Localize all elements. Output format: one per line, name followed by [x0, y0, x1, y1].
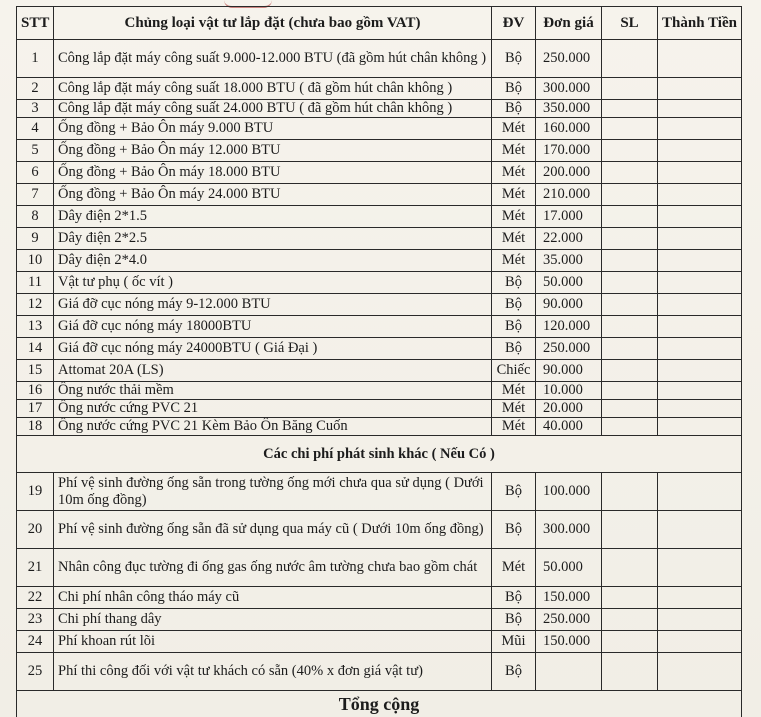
row-qty[interactable] [602, 338, 658, 360]
row-desc: Phí vệ sinh đường ống sẵn trong tường ống mới chưa qua sử dụng ( Dưới 10m ống đồng) [54, 473, 492, 511]
row-desc: Giá đỡ cục nóng máy 18000BTU [54, 316, 492, 338]
row-total [658, 206, 742, 228]
row-stt: 13 [17, 316, 54, 338]
row-price: 50.000 [536, 549, 602, 587]
row-desc: Phí thi công đối với vật tư khách có sẵn (40% x đơn giá vật tư) [54, 653, 492, 691]
row-total [658, 250, 742, 272]
row-qty[interactable] [602, 40, 658, 78]
header-stt: STT [17, 7, 54, 40]
row-stt: 11 [17, 272, 54, 294]
row-total [658, 100, 742, 118]
row-total [658, 118, 742, 140]
row-qty[interactable] [602, 511, 658, 549]
row-price: 150.000 [536, 631, 602, 653]
table-row [17, 511, 742, 549]
row-qty[interactable] [602, 382, 658, 400]
row-total [658, 360, 742, 382]
row-qty[interactable] [602, 587, 658, 609]
row-price: 350.000 [536, 100, 602, 118]
row-price: 22.000 [536, 228, 602, 250]
row-desc: Công lắp đặt máy công suất 24.000 BTU ( đã gồm hút chân không ) [54, 100, 492, 118]
table-row [17, 473, 742, 511]
row-desc: Ống đồng + Bảo Ôn máy 18.000 BTU [54, 162, 492, 184]
row-unit: Bộ [492, 609, 536, 631]
row-stt: 15 [17, 360, 54, 382]
row-qty[interactable] [602, 184, 658, 206]
table-row [17, 360, 742, 382]
header-unit: ĐV [492, 7, 536, 40]
row-total [658, 631, 742, 653]
table-row [17, 609, 742, 631]
row-total [658, 40, 742, 78]
price-table [16, 6, 742, 717]
row-total [658, 162, 742, 184]
row-price: 100.000 [536, 473, 602, 511]
total-label: Tổng cộng [17, 691, 742, 717]
row-desc: Giá đỡ cục nóng máy 9-12.000 BTU [54, 294, 492, 316]
row-qty[interactable] [602, 609, 658, 631]
row-desc: Ống đồng + Bảo Ôn máy 24.000 BTU [54, 184, 492, 206]
row-total [658, 78, 742, 100]
row-desc: Giá đỡ cục nóng máy 24000BTU ( Giá Đại ) [54, 338, 492, 360]
row-price: 250.000 [536, 338, 602, 360]
table-row [17, 631, 742, 653]
row-desc: Dây điện 2*4.0 [54, 250, 492, 272]
row-unit: Mét [492, 549, 536, 587]
table-row [17, 400, 742, 418]
row-stt: 19 [17, 473, 54, 511]
row-desc: Dây điện 2*1.5 [54, 206, 492, 228]
table-row [17, 100, 742, 118]
row-stt: 10 [17, 250, 54, 272]
row-stt: 23 [17, 609, 54, 631]
header-price: Đơn giá [536, 7, 602, 40]
row-stt: 18 [17, 418, 54, 436]
header-qty: SL [602, 7, 658, 40]
table-row [17, 338, 742, 360]
row-total [658, 609, 742, 631]
table-row [17, 140, 742, 162]
row-unit: Mũi [492, 631, 536, 653]
table-row [17, 382, 742, 400]
row-unit: Mét [492, 140, 536, 162]
table-row [17, 294, 742, 316]
table-row [17, 184, 742, 206]
row-unit: Mét [492, 184, 536, 206]
row-price: 150.000 [536, 587, 602, 609]
row-desc: Phí vệ sinh đường ống sẵn đã sử dụng qua máy cũ ( Dưới 10m ống đồng) [54, 511, 492, 549]
row-stt: 7 [17, 184, 54, 206]
row-price: 250.000 [536, 609, 602, 631]
row-desc: Ống đồng + Bảo Ôn máy 12.000 BTU [54, 140, 492, 162]
row-total [658, 272, 742, 294]
row-stt: 4 [17, 118, 54, 140]
row-price: 210.000 [536, 184, 602, 206]
table-row [17, 78, 742, 100]
table-row [17, 418, 742, 436]
row-qty[interactable] [602, 653, 658, 691]
row-unit: Bộ [492, 294, 536, 316]
row-unit: Bộ [492, 653, 536, 691]
table-row [17, 250, 742, 272]
row-unit: Mét [492, 206, 536, 228]
row-total [658, 294, 742, 316]
row-unit: Mét [492, 162, 536, 184]
row-total [658, 338, 742, 360]
row-qty[interactable] [602, 206, 658, 228]
row-desc: Công lắp đặt máy công suất 18.000 BTU ( đã gồm hút chân không ) [54, 78, 492, 100]
header-total: Thành Tiền [658, 7, 742, 40]
row-stt: 8 [17, 206, 54, 228]
row-qty[interactable] [602, 400, 658, 418]
row-qty[interactable] [602, 118, 658, 140]
row-price: 50.000 [536, 272, 602, 294]
row-total [658, 316, 742, 338]
row-stt: 5 [17, 140, 54, 162]
row-desc: Dây điện 2*2.5 [54, 228, 492, 250]
row-qty[interactable] [602, 549, 658, 587]
row-unit: Bộ [492, 78, 536, 100]
row-unit: Mét [492, 250, 536, 272]
table-row [17, 587, 742, 609]
row-qty[interactable] [602, 294, 658, 316]
row-unit: Bộ [492, 316, 536, 338]
row-unit: Mét [492, 418, 536, 436]
row-unit: Mét [492, 118, 536, 140]
row-desc: Phí khoan rút lõi [54, 631, 492, 653]
row-qty[interactable] [602, 228, 658, 250]
row-qty[interactable] [602, 418, 658, 436]
row-stt: 2 [17, 78, 54, 100]
row-total [658, 473, 742, 511]
row-stt: 17 [17, 400, 54, 418]
row-total [658, 400, 742, 418]
row-unit: Bộ [492, 338, 536, 360]
row-unit: Bộ [492, 587, 536, 609]
table-row [17, 118, 742, 140]
row-unit: Mét [492, 382, 536, 400]
table-row [17, 40, 742, 78]
row-unit: Bộ [492, 100, 536, 118]
row-price: 90.000 [536, 294, 602, 316]
row-qty[interactable] [602, 360, 658, 382]
row-price: 17.000 [536, 206, 602, 228]
row-unit: Mét [492, 400, 536, 418]
row-desc: Vật tư phụ ( ốc vít ) [54, 272, 492, 294]
table-row [17, 316, 742, 338]
row-qty[interactable] [602, 316, 658, 338]
row-total [658, 511, 742, 549]
row-stt: 6 [17, 162, 54, 184]
row-stt: 22 [17, 587, 54, 609]
row-qty[interactable] [602, 272, 658, 294]
row-desc: Nhân công đục tường đi ống gas ống nước âm tường chưa bao gồm chát [54, 549, 492, 587]
table-row [17, 549, 742, 587]
table-row [17, 228, 742, 250]
row-price: 20.000 [536, 400, 602, 418]
row-desc: Chi phí thang dây [54, 609, 492, 631]
table-row [17, 653, 742, 691]
row-stt: 1 [17, 40, 54, 78]
row-total [658, 184, 742, 206]
row-stt: 20 [17, 511, 54, 549]
row-price: 90.000 [536, 360, 602, 382]
row-qty[interactable] [602, 78, 658, 100]
row-unit: Bộ [492, 511, 536, 549]
row-total [658, 382, 742, 400]
row-price: 10.000 [536, 382, 602, 400]
row-price: 300.000 [536, 78, 602, 100]
row-price: 120.000 [536, 316, 602, 338]
row-total [658, 549, 742, 587]
section-row [17, 436, 742, 473]
row-unit: Chiếc [492, 360, 536, 382]
row-qty[interactable] [602, 162, 658, 184]
row-desc: Chi phí nhân công tháo máy cũ [54, 587, 492, 609]
row-stt: 9 [17, 228, 54, 250]
row-desc: Công lắp đặt máy công suất 9.000-12.000 BTU (đã gồm hút chân không ) [54, 40, 492, 78]
row-stt: 24 [17, 631, 54, 653]
row-total [658, 418, 742, 436]
row-unit: Bộ [492, 272, 536, 294]
row-stt: 21 [17, 549, 54, 587]
row-price: 170.000 [536, 140, 602, 162]
section-title: Các chi phí phát sinh khác ( Nếu Có ) [17, 436, 742, 473]
row-total [658, 587, 742, 609]
table-row [17, 272, 742, 294]
row-stt: 25 [17, 653, 54, 691]
row-stt: 16 [17, 382, 54, 400]
row-desc: Attomat 20A (LS) [54, 360, 492, 382]
row-desc: Ống nước cứng PVC 21 [54, 400, 492, 418]
row-stt: 14 [17, 338, 54, 360]
row-unit: Bộ [492, 473, 536, 511]
row-stt: 12 [17, 294, 54, 316]
row-price: 160.000 [536, 118, 602, 140]
row-price: 250.000 [536, 40, 602, 78]
row-qty[interactable] [602, 250, 658, 272]
row-desc: Ống đồng + Bảo Ôn máy 9.000 BTU [54, 118, 492, 140]
row-price: 200.000 [536, 162, 602, 184]
row-price: 40.000 [536, 418, 602, 436]
row-total [658, 140, 742, 162]
row-desc: Ống nước cứng PVC 21 Kèm Bảo Ôn Băng Cuốn [54, 418, 492, 436]
row-price: 35.000 [536, 250, 602, 272]
row-qty[interactable] [602, 140, 658, 162]
row-desc: Ống nước thải mềm [54, 382, 492, 400]
row-qty[interactable] [602, 631, 658, 653]
total-row [17, 691, 742, 717]
row-total [658, 228, 742, 250]
row-price [536, 653, 602, 691]
row-qty[interactable] [602, 100, 658, 118]
header-item: Chủng loại vật tư lắp đặt (chưa bao gồm VAT) [54, 7, 492, 40]
row-unit: Mét [492, 228, 536, 250]
row-price: 300.000 [536, 511, 602, 549]
row-stt: 3 [17, 100, 54, 118]
table-row [17, 206, 742, 228]
table-row [17, 162, 742, 184]
row-total [658, 653, 742, 691]
header-row [17, 7, 742, 40]
row-qty[interactable] [602, 473, 658, 511]
row-unit: Bộ [492, 40, 536, 78]
